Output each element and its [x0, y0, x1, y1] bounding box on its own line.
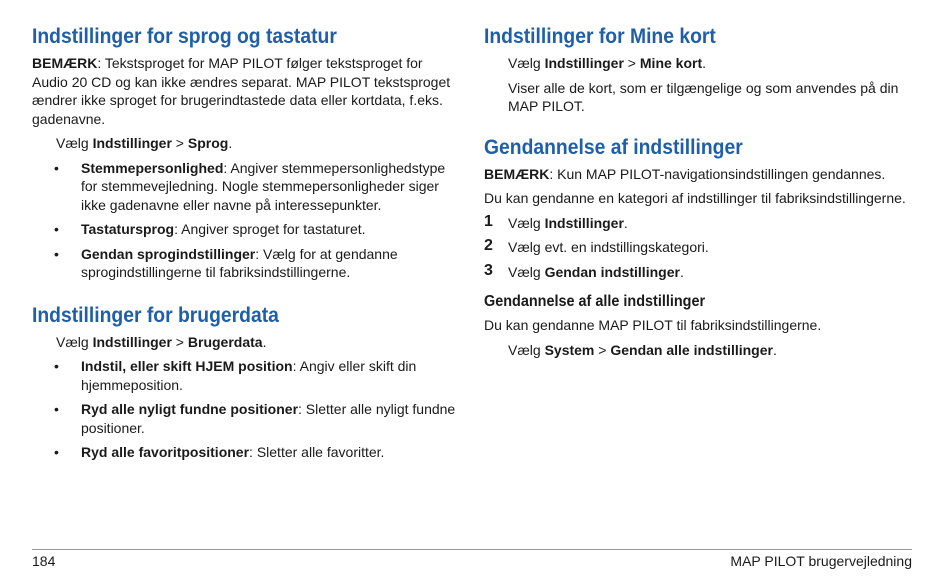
path-end: . [772, 341, 777, 358]
step-bold: Gendan indstillinger [544, 263, 680, 280]
bullet-icon: • [54, 221, 59, 237]
note-label: BEMÆRK [484, 165, 550, 182]
note-label: BEMÆRK [32, 55, 98, 71]
path-item-system: System [544, 341, 595, 358]
bullet-icon: • [54, 159, 59, 176]
step-number: 3 [484, 261, 493, 279]
restore-all-intro: Du kan gendanne MAP PILOT til fabriksindstillingerne. [484, 317, 822, 333]
path-prefix: Vælg [56, 135, 93, 151]
page-number: 184 [32, 553, 56, 569]
list-item [32, 220, 456, 239]
list-item [32, 159, 456, 215]
option-desc: : Sletter alle nyligt fundne positioner. [81, 401, 456, 436]
step-item [484, 214, 916, 233]
step-end: . [623, 214, 628, 231]
option-desc: : Angiv eller skift din hjemmeposition. [81, 358, 417, 393]
option-term: Ryd alle nyligt fundne positioner [81, 401, 299, 417]
restore-intro: Du kan gendanne en kategori af indstillinger til fabriksindstillingerne. [484, 190, 906, 206]
bullet-icon: • [54, 401, 59, 417]
path-end: . [262, 333, 267, 350]
left-column [32, 22, 456, 468]
language-options-list [32, 159, 456, 282]
path-item-restore-all: Gendan alle indstillinger [610, 341, 773, 358]
step-item [484, 263, 916, 282]
step-number: 1 [484, 212, 493, 230]
right-column [484, 22, 916, 365]
path-item-settings: Indstillinger [92, 135, 172, 151]
step-text: Vælg evt. en indstillingskategori. [508, 239, 709, 255]
menu-path [484, 341, 916, 360]
option-desc: : Sletter alle favoritter. [249, 444, 385, 460]
path-prefix: Vælg [508, 341, 545, 358]
step-number: 2 [484, 237, 493, 254]
list-item [32, 400, 456, 437]
path-item-user-data: Brugerdata [187, 333, 263, 350]
option-term: Gendan sprogindstillinger [81, 245, 256, 262]
path-item-settings: Indstillinger [92, 333, 172, 350]
path-prefix: Vælg [56, 333, 93, 350]
section-title-user-data: Indstillinger for brugerdata [32, 303, 279, 327]
option-term: Ryd alle favoritpositioner [81, 444, 250, 460]
step-bold: Indstillinger [544, 214, 624, 231]
path-separator: > [623, 55, 640, 71]
path-end: . [228, 135, 233, 151]
user-data-options-list [32, 357, 456, 462]
subsection-title-restore-all: Gendannelse af alle indstillinger [484, 293, 706, 310]
section-title-my-maps: Indstillinger for Mine kort [484, 25, 716, 48]
bullet-icon: • [54, 444, 59, 460]
list-item [32, 245, 456, 282]
note-text: : Tekstsproget for MAP PILOT følger tekstsproget for Audio 20 CD og kan ikke ændres separat. MAP PILOT tekstsproget ændrer ikke sproget for brugerindtastede data eller kortdata, f.eks. gadenavne. [32, 55, 451, 127]
path-item-my-maps: Mine kort [639, 55, 703, 71]
bullet-icon: • [54, 358, 59, 374]
option-desc: : Vælg for at gendanne sprogindstillingerne til fabriksindstillingerne. [81, 245, 398, 280]
footer-divider [32, 549, 912, 550]
option-term: Stemmepersonlighed [81, 159, 224, 176]
menu-path [32, 333, 456, 352]
restore-steps-list [484, 214, 916, 282]
menu-path [484, 54, 916, 73]
section-title-language-keyboard: Indstillinger for sprog og tastatur [32, 25, 337, 48]
step-text: Vælg [508, 214, 545, 231]
path-item-settings: Indstillinger [544, 55, 624, 71]
path-end: . [702, 55, 707, 71]
section-title-restore-settings: Gendannelse af indstillinger [484, 135, 743, 159]
list-item [32, 443, 456, 462]
path-separator: > [171, 135, 188, 151]
path-item-language: Sprog [187, 135, 229, 151]
menu-path [32, 134, 456, 153]
step-end: . [679, 263, 684, 280]
note-paragraph [32, 54, 456, 128]
step-text: Vælg [508, 263, 545, 280]
note-text: : Kun MAP PILOT-navigationsindstillingen gendannes. [549, 165, 886, 182]
my-maps-description: Viser alle de kort, som er tilgængelige og som anvendes på din MAP PILOT. [508, 79, 899, 114]
bullet-icon: • [54, 245, 59, 262]
option-term: Tastatursprog [81, 221, 175, 237]
path-separator: > [594, 341, 611, 358]
path-prefix: Vælg [508, 55, 545, 71]
document-title: MAP PILOT brugervejledning [730, 553, 912, 569]
option-desc: : Angiver stemmepersonlighedstype for stemmevejledning. Nogle stemmepersonligheder siger ikke gadenavne eller navne på interessepunkter. [81, 159, 446, 213]
note-paragraph [484, 165, 916, 184]
option-term: Indstil, eller skift HJEM position [81, 358, 293, 374]
option-desc: : Angiver sproget for tastaturet. [174, 221, 366, 237]
step-item [484, 238, 916, 257]
path-separator: > [171, 333, 188, 350]
list-item [32, 357, 456, 394]
